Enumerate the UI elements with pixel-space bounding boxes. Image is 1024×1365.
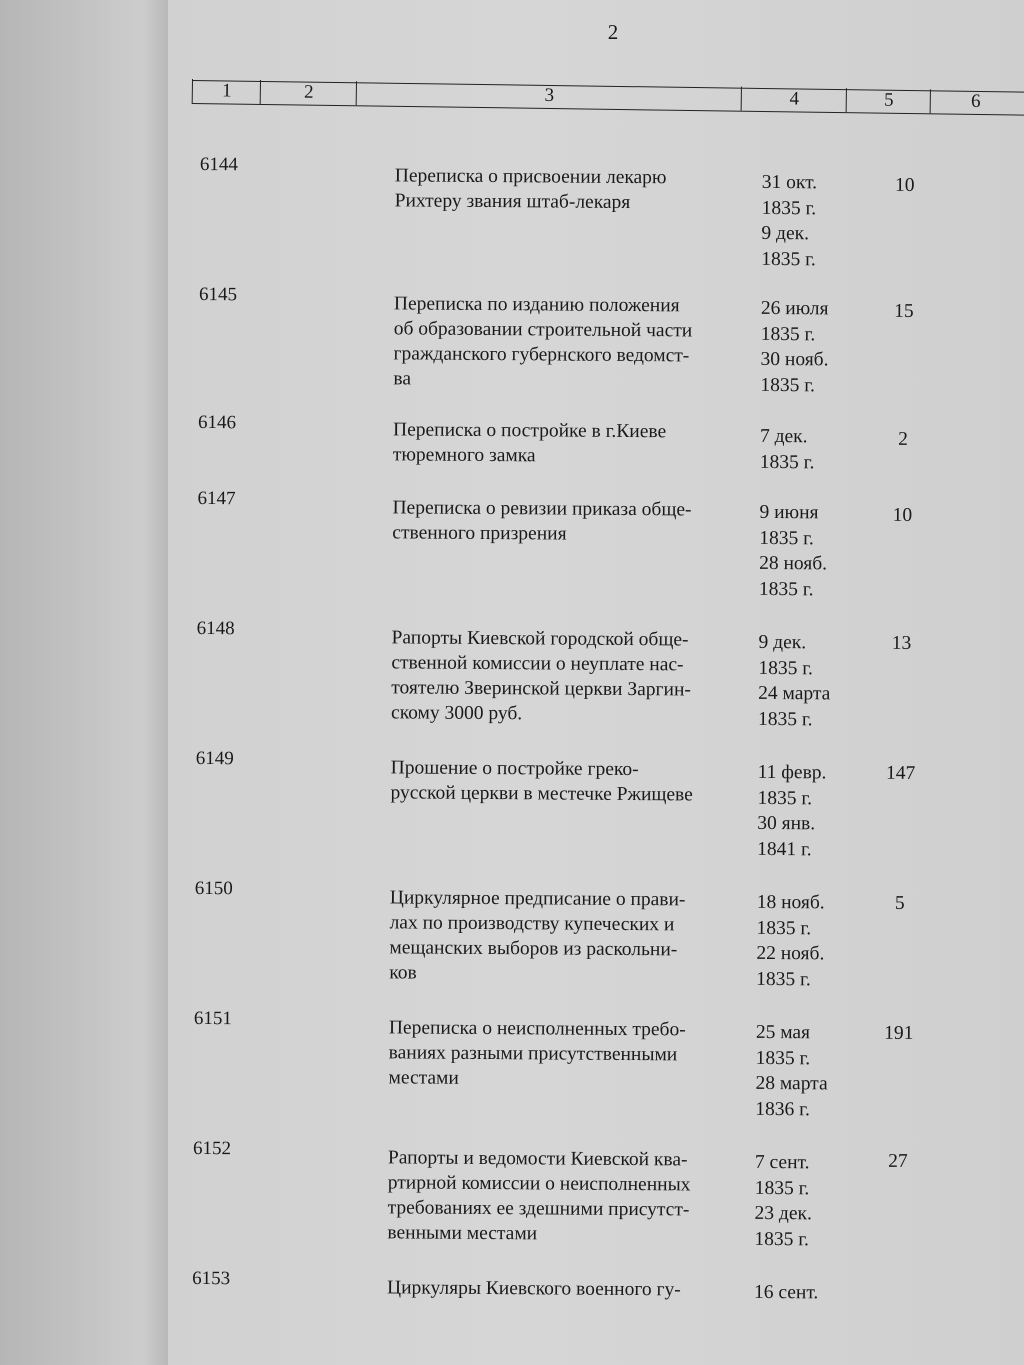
- entry-sheet-count: [852, 1279, 942, 1280]
- inventory-entry: [0, 1005, 1018, 1120]
- column-header-1: 1: [192, 79, 261, 104]
- entry-sheet-count: 2: [898, 428, 908, 450]
- entry-title-line: гражданского губернского ведомст-: [393, 343, 690, 367]
- inventory-entry: [0, 281, 1023, 396]
- entry-title-line: ственного призрения: [392, 522, 567, 545]
- entry-title-line: Переписка о присвоении лекарю: [394, 165, 667, 189]
- entry-title-line: Переписка по изданию положения: [393, 293, 680, 317]
- entry-number: 6147: [197, 487, 236, 510]
- entry-sheet-count: 15: [894, 300, 914, 322]
- entry-date-line: 28 марта: [755, 1072, 828, 1095]
- entry-title: [390, 755, 750, 808]
- entry-dates: [757, 760, 868, 863]
- entry-date-line: 9 дек.: [758, 631, 807, 654]
- entry-title-line: Циркулярное предписание о прави-: [389, 887, 686, 911]
- entry-number: 6151: [193, 1007, 233, 1030]
- entry-title: [395, 163, 755, 216]
- entry-title-line: Переписка о неисполненных требо-: [388, 1017, 686, 1041]
- entry-sheet-count: 10: [894, 174, 915, 196]
- entry-title: [393, 291, 754, 394]
- entry-date-line: 11 февр.: [757, 761, 827, 784]
- page-number: 2: [607, 20, 619, 44]
- entry-title-line: ваниях разными присутственными: [388, 1042, 678, 1066]
- entry-date-line: 1835 г.: [754, 1177, 810, 1199]
- entry-title-line: русской церкви в местечке Ржищеве: [390, 782, 693, 806]
- entry-title-line: тюремного замка: [392, 444, 536, 467]
- entry-sheet-count: 13: [891, 632, 912, 654]
- inventory-entry: [0, 1265, 1016, 1304]
- entry-date-line: 24 марта: [758, 682, 831, 705]
- inventory-entry: [0, 615, 1021, 730]
- entry-title-line: венными местами: [387, 1222, 538, 1245]
- entry-date-line: 1835 г.: [757, 708, 813, 730]
- entry-date-line: 7 дек.: [759, 425, 808, 448]
- entry-number: 6148: [196, 617, 235, 640]
- entry-date-line: 1835 г.: [760, 323, 816, 345]
- entry-title: [392, 495, 752, 548]
- entry-title-line: об образовании строительной части: [393, 318, 693, 342]
- entry-date-line: 1835 г.: [758, 578, 814, 600]
- entry-sheet-count: 147: [885, 762, 916, 785]
- entry-date-line: 25 мая: [755, 1021, 811, 1044]
- entry-title-line: Прошение о постройке греко-: [390, 757, 639, 781]
- entry-title-line: требованиях ее здешними присутст-: [387, 1197, 690, 1221]
- inventory-entry: [0, 409, 1022, 473]
- inventory-entry: [0, 875, 1019, 990]
- entry-number: 6153: [192, 1267, 231, 1290]
- entry-number: 6150: [194, 877, 233, 900]
- column-header-2: 2: [260, 80, 357, 105]
- entry-date-line: 30 янв.: [757, 812, 816, 835]
- entry-title-line: ков: [389, 962, 417, 984]
- entry-date-line: 7 сент.: [754, 1151, 810, 1174]
- entry-date-line: 1835 г.: [758, 657, 814, 679]
- entry-title: [388, 1015, 749, 1093]
- entry-date-line: 31 окт.: [761, 171, 818, 194]
- entry-title-line: Переписка о постройке в г.Киеве: [392, 419, 667, 443]
- entry-date-line: 1835 г.: [759, 527, 814, 549]
- entry-title-line: ва: [393, 368, 412, 390]
- column-header-5: 5: [846, 88, 931, 113]
- entry-sheet-count: 10: [892, 504, 913, 526]
- entry-title-line: тоятелю Зверинской церкви Заргин-: [391, 677, 691, 701]
- inventory-entry: [0, 485, 1022, 600]
- entry-title-line: скому 3000 руб.: [391, 702, 523, 725]
- entry-title-line: местами: [388, 1067, 459, 1089]
- entry-number: 6145: [198, 283, 238, 306]
- entry-date-line: 28 нояб.: [759, 552, 828, 575]
- inventory-entry: [0, 151, 1024, 270]
- entry-title-line: Рихтеру звания штаб-лекаря: [394, 190, 631, 214]
- entry-title-line: Циркуляры Киевского военного гу-: [386, 1277, 681, 1301]
- entry-date-line: 30 нояб.: [760, 348, 829, 371]
- entry-date-line: 1835 г.: [756, 917, 812, 939]
- entry-date-line: 1835 г.: [761, 248, 816, 270]
- entry-number: 6146: [198, 411, 237, 434]
- entry-title: [391, 625, 752, 728]
- entry-date-line: 26 июля: [760, 297, 829, 320]
- entry-date-line: 1841 г.: [757, 838, 812, 860]
- entry-title-line: ртирной комиссии о неисполненных: [387, 1172, 691, 1196]
- entry-dates: [756, 890, 867, 993]
- entry-date-line: 16 сент.: [753, 1281, 819, 1304]
- entry-dates: [760, 424, 870, 476]
- entry-title-line: Рапорты Киевской городской обще-: [391, 627, 689, 651]
- column-header-4: 4: [741, 87, 847, 112]
- inventory-entry: [0, 1135, 1017, 1250]
- entry-date-line: 9 дек.: [761, 222, 810, 245]
- entry-date-line: 18 нояб.: [756, 891, 825, 914]
- entry-date-line: 1835 г.: [754, 1228, 810, 1250]
- entry-title-line: лах по производству купеческих и: [389, 912, 675, 936]
- entry-date-line: 1835 г.: [757, 787, 813, 809]
- entry-dates: [754, 1150, 865, 1253]
- entry-date-line: 1836 г.: [755, 1098, 810, 1120]
- entry-dates: [758, 630, 869, 733]
- entry-number: 6144: [199, 153, 238, 176]
- entry-title-line: мещанских выборов из раскольни-: [389, 937, 678, 961]
- entry-date-line: 22 нояб.: [756, 942, 825, 965]
- entry-sheet-count: 27: [888, 1150, 908, 1172]
- entry-dates: [761, 170, 872, 273]
- entry-title: [387, 1145, 748, 1248]
- entry-sheet-count: 5: [894, 892, 905, 914]
- entry-date-line: 23 дек.: [754, 1202, 812, 1225]
- column-header-6: 6: [930, 89, 1021, 114]
- inventory-entry: [0, 745, 1020, 860]
- entry-title-line: Переписка о ревизии приказа обще-: [392, 497, 692, 521]
- entry-date-line: 1835 г.: [761, 197, 817, 219]
- entry-title-line: ственной комиссии о неуплате нас-: [391, 652, 684, 676]
- entry-dates: [754, 1280, 864, 1306]
- entry-dates: [755, 1020, 866, 1123]
- entry-date-line: 1835 г.: [760, 374, 816, 396]
- entry-date-line: 1835 г.: [756, 968, 811, 990]
- entry-number: 6152: [192, 1137, 232, 1160]
- entry-dates: [760, 296, 871, 399]
- entry-date-line: 9 июня: [759, 501, 819, 524]
- entry-date-line: 1835 г.: [755, 1047, 811, 1069]
- entry-number: 6149: [195, 747, 234, 770]
- column-header-3: 3: [356, 81, 742, 110]
- entry-sheet-count: 191: [884, 1022, 914, 1045]
- entry-title-line: Рапорты и ведомости Киевской ква-: [387, 1147, 688, 1171]
- entry-date-line: 1835 г.: [759, 451, 815, 473]
- entry-title: [393, 417, 753, 470]
- entry-title: [387, 1275, 747, 1303]
- entry-dates: [759, 500, 870, 603]
- entry-title: [389, 885, 750, 988]
